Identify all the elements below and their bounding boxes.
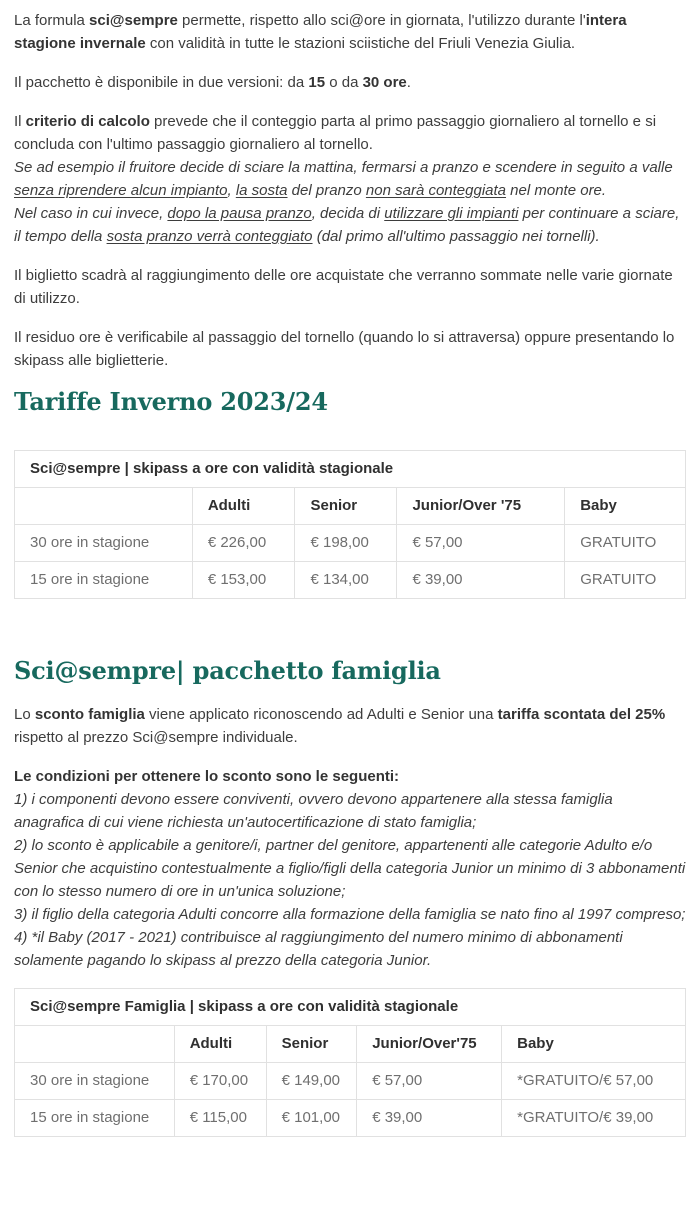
pricing-table-individual <box>14 450 686 599</box>
price-cell: GRATUITO <box>565 562 686 599</box>
text-segment <box>107 228 313 245</box>
text-segment: Nel caso in cui invece, <box>14 205 168 222</box>
price-cell: € 39,00 <box>357 1100 502 1137</box>
pricing-table-family <box>14 988 686 1137</box>
text-segment: nel monte ore. <box>506 182 607 199</box>
text-segment: sci@sempre <box>89 12 178 29</box>
price-cell: € 101,00 <box>266 1100 357 1137</box>
table-row <box>15 1100 686 1137</box>
text-segment: tariffa scontata del 25% <box>497 706 666 723</box>
column-header-junior: Junior/Over'75 <box>357 1026 502 1063</box>
price-cell: € 134,00 <box>295 562 397 599</box>
price-cell: € 57,00 <box>357 1063 502 1100</box>
text-segment: utilizzare gli impianti <box>384 205 519 222</box>
table-caption: Sci@sempre | skipass a ore con validità stagionale <box>15 451 686 488</box>
price-cell: € 57,00 <box>397 525 565 562</box>
text-segment: 3) il figlio della categoria Adulti concorre alla formazione della famiglia se nato fino al 1997 compreso; <box>14 906 686 923</box>
price-cell: € 115,00 <box>174 1100 266 1137</box>
price-cell: € 226,00 <box>192 525 295 562</box>
table-header-row <box>15 488 686 525</box>
column-header-junior: Junior/Over '75 <box>397 488 565 525</box>
column-header-empty <box>15 488 193 525</box>
price-cell: *GRATUITO/€ 39,00 <box>502 1100 686 1137</box>
row-label: 30 ore in stagione <box>15 1063 175 1100</box>
text-segment <box>236 182 288 199</box>
column-header-baby: Baby <box>502 1026 686 1063</box>
text-segment: 1) i componenti devono essere conviventi, ovvero devono appartenere alla stessa famiglia anagrafica di cui viene richiesta un'autocertificazione di stato famiglia; <box>14 791 613 831</box>
price-cell: € 39,00 <box>397 562 565 599</box>
text-segment: 30 ore <box>362 74 407 91</box>
text-segment: intera stagione invernale <box>14 12 627 52</box>
row-label: 15 ore in stagione <box>15 1100 175 1137</box>
text-segment: non sarà conteggiata <box>365 182 507 199</box>
intro-paragraph-versioni: Il pacchetto è disponibile in due versioni: da 15 o da 30 ore. <box>14 74 411 91</box>
text-segment: criterio di calcolo <box>25 113 150 130</box>
intro-paragraph-criterio: Il criterio di calcolo prevede che il conteggio parta al primo passaggio giornaliero al tornello e si concluda con l'ultimo passaggio giornaliero al tornello. Se ad esempio il fruitore decide di sciare la mattina, fermarsi a pranzo e scendere in seguito a valle senza riprendere alcun impianto, la sosta del pranzo non sarà conteggiata nel monte ore. Nel caso in cui invece, dopo la pausa pranzo, decida di utilizzare gli impianti per continuare a sciare, il tempo della sosta pranzo verrà conteggiato (dal primo all'ultimo passaggio nei tornelli). <box>14 113 680 245</box>
table-row <box>15 525 686 562</box>
column-header-senior: Senior <box>266 1026 357 1063</box>
text-segment <box>14 182 227 199</box>
column-header-senior: Senior <box>295 488 397 525</box>
text-segment: sosta pranzo verrà conteggiato <box>106 228 313 245</box>
intro-paragraph-scadenza: Il biglietto scadrà al raggiungimento delle ore acquistate che verranno sommate nelle varie giornate di utilizzo. <box>14 267 673 307</box>
text-segment <box>167 205 311 222</box>
text-segment: dopo la pausa pranzo <box>167 205 312 222</box>
table-header-row <box>15 1026 686 1063</box>
text-segment: 2) lo sconto è applicabile a genitore/i, partner del genitore, appartenenti alle categorie Adulto e/o Senior che acquistino contestualmente a figlio/figli della categoria Junior un minimo di 3 abbonamenti con lo stesso numero di ore in un'unica soluzione; <box>14 837 686 900</box>
text-segment: la sosta <box>235 182 288 199</box>
price-cell: € 170,00 <box>174 1063 266 1100</box>
text-segment: Se ad esempio il fruitore decide di sciare la mattina, fermarsi a pranzo e scendere in seguito a valle <box>14 159 673 176</box>
section-title-tariffe: Tariffe Inverno 2023/24 <box>14 387 328 416</box>
column-header-empty <box>15 1026 175 1063</box>
row-label: 15 ore in stagione <box>15 562 193 599</box>
text-segment <box>384 205 518 222</box>
table-caption-row <box>15 451 686 488</box>
column-header-adulti: Adulti <box>192 488 295 525</box>
text-segment: , <box>227 182 236 199</box>
column-header-baby: Baby <box>565 488 686 525</box>
intro-paragraph-formula: La formula sci@sempre permette, rispetto allo sci@ore in giornata, l'utilizzo durante l'intera stagione invernale con validità in tutte le stazioni sciistiche del Friuli Venezia Giulia. <box>14 12 627 52</box>
text-segment: , decida di <box>311 205 385 222</box>
table-row <box>15 562 686 599</box>
table-row <box>15 1063 686 1100</box>
text-segment: Le condizioni per ottenere lo sconto sono le seguenti: <box>14 768 400 785</box>
price-cell: € 198,00 <box>295 525 397 562</box>
section-title-famiglia: Sci@sempre| pacchetto famiglia <box>14 656 441 685</box>
text-segment <box>366 182 506 199</box>
famiglia-conditions-list <box>14 765 686 972</box>
table-caption-row <box>15 989 686 1026</box>
row-label: 30 ore in stagione <box>15 525 193 562</box>
price-cell: € 149,00 <box>266 1063 357 1100</box>
intro-paragraph-residuo: Il residuo ore è verificabile al passaggio del tornello (quando lo si attraversa) oppure presentando lo skipass alle biglietterie. <box>14 329 675 369</box>
price-cell: *GRATUITO/€ 57,00 <box>502 1063 686 1100</box>
text-segment: sconto famiglia <box>34 706 145 723</box>
column-header-adulti: Adulti <box>174 1026 266 1063</box>
table-caption: Sci@sempre Famiglia | skipass a ore con validità stagionale <box>15 989 686 1026</box>
text-segment: senza riprendere alcun impianto <box>14 182 228 199</box>
text-segment: per continuare a sciare, il tempo della <box>14 205 680 245</box>
text-segment: 15 <box>308 74 326 91</box>
text-segment: del pranzo <box>287 182 366 199</box>
price-cell: € 153,00 <box>192 562 295 599</box>
price-cell: GRATUITO <box>565 525 686 562</box>
text-segment: 4) *il Baby (2017 - 2021) contribuisce al raggiungimento del numero minimo di abbonamenti solamente pagando lo skipass al prezzo della categoria Junior. <box>14 929 623 969</box>
famiglia-paragraph-sconto: Lo sconto famiglia viene applicato riconoscendo ad Adulti e Senior una tariffa scontata del 25% rispetto al prezzo Sci@sempre individuale. <box>14 706 666 746</box>
text-segment: (dal primo all'ultimo passaggio nei tornelli). <box>312 228 600 245</box>
